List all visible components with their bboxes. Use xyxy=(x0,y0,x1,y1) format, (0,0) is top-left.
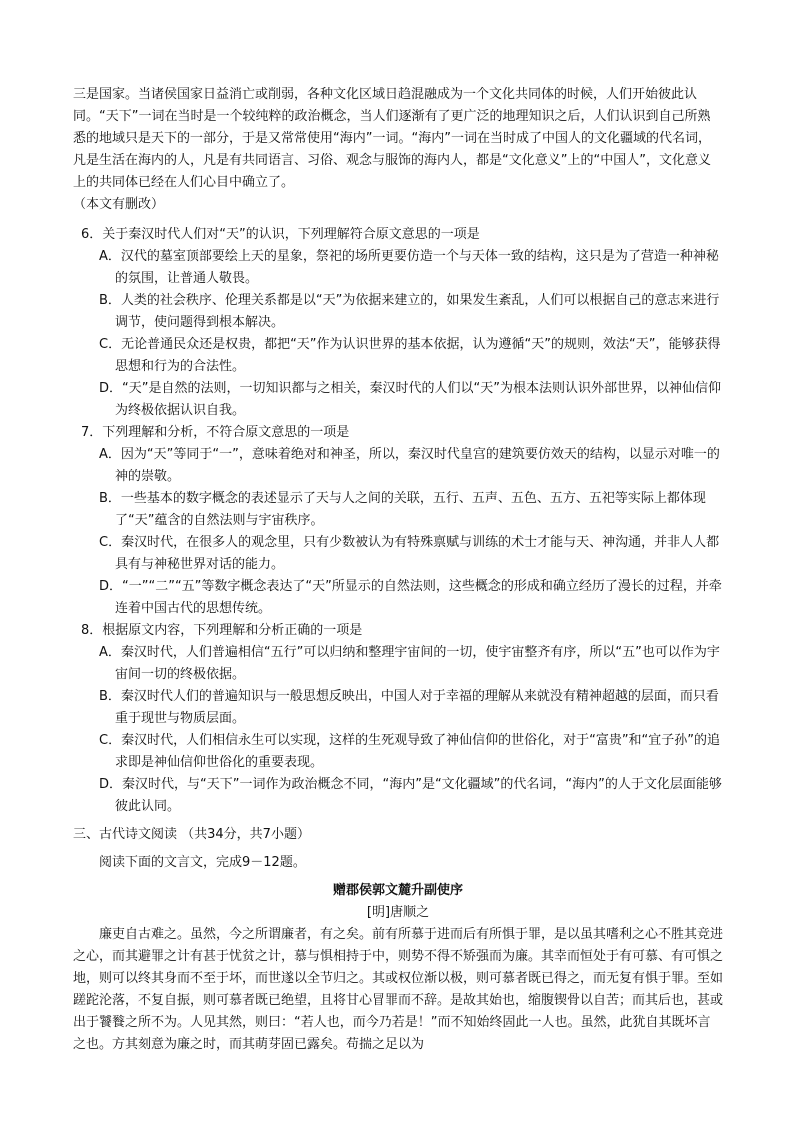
option-a: A．因为“天”等同于“一”，意味着绝对和神圣，所以，秦汉时代皇宫的建筑要仿效天的结构，以显示对唯一的神的崇敬。 xyxy=(99,447,720,484)
passage-note: （本文有删改） xyxy=(73,197,165,212)
option-a: A．秦汉时代，人们普遍相信“五行”可以归纳和整理宇宙间的一切，使宇宙整齐有序，所以“五”也可以作为宇宙间一切的终极依据。 xyxy=(99,645,720,682)
question-stem: 7．下列理解和分析，不符合原文意思的一项是 xyxy=(81,425,350,440)
question-stem: 8．根据原文内容，下列理解和分析正确的一项是 xyxy=(81,623,363,638)
option-d: D．“天”是自然的法则，一切知识都与之相关，秦汉时代的人们以“天”为根本法则认识外部世界，以神仙信仰为终极依据认识自我。 xyxy=(99,381,721,418)
question-7 xyxy=(73,422,723,620)
question-6 xyxy=(73,224,723,422)
classical-body: 廉吏自古难之。虽然，今之所谓廉者，有之矣。前有所慕于进而后有所惧于罪，是以虽其嗜利之心不胜其竞进之心，而其避罪之计有甚于忧贫之计，慕与惧相持于中，则势不得不矫强而为廉。其幸而恒处于有可慕、有可惧之地，则可以终其身而不至于坏，而世遂以全节归之。其或权位渐以极，则可慕者既已得之，而无复有惧于罪。至如蹉跎沦落，不复自振，则可慕者既已绝望，且将甘心冒罪而不辞。是故其始也，缩腹锲骨以自苦；而其后也，甚或出于饕餮之所不为。人见其然，则曰：“若人也，而今乃若是！”而不知始终固此一人也。虽然，此犹自其既坏言之也。方其刻意为廉之时，而其萌芽固已露矣。苟揣之足以为 xyxy=(73,927,724,1052)
option-c: C．秦汉时代，在很多人的观念里，只有少数被认为有特殊禀赋与训练的术士才能与天、神沟通，并非人人都具有与神秘世界对话的能力。 xyxy=(99,535,720,572)
option-d: D．秦汉时代，与“天下”一词作为政治概念不同，“海内”是“文化疆域”的代名词，“海内”的人于文化层面能够彼此认同。 xyxy=(99,777,722,814)
option-c: C．无论普通民众还是权贵，都把“天”作为认识世界的基本依据，认为遵循“天”的规则，效法“天”，能够获得思想和行为的合法性。 xyxy=(99,337,721,374)
option-a: A．汉代的墓室顶部要绘上天的星象，祭祀的场所更要仿造一个与天体一致的结构，这只是为了营造一种神秘的氛围，让普通人敬畏。 xyxy=(99,249,719,286)
classical-title: 赠郡侯郭文麓升副使序 xyxy=(332,883,463,898)
option-c: C．秦汉时代，人们相信永生可以实现，这样的生死观导致了神仙信仰的世俗化，对于“富贵”和“宜子孙”的追求即是神仙信仰世俗化的重要表现。 xyxy=(99,733,721,770)
option-b: B．一些基本的数字概念的表述显示了天与人之间的关联，五行、五声、五色、五方、五祀等实际上都体现了“天”蕴含的自然法则与宇宙秩序。 xyxy=(99,491,706,528)
classical-author: [明]唐顺之 xyxy=(366,905,430,920)
option-d: D．“一”“二”“五”等数字概念表达了“天”所显示的自然法则，这些概念的形成和确立经历了漫长的过程，并牵连着中国古代的思想传统。 xyxy=(99,579,722,616)
question-stem: 6．关于秦汉时代人们对“天”的认识，下列理解符合原文意思的一项是 xyxy=(81,227,480,242)
document-page xyxy=(73,84,723,1056)
passage-text: 三是国家。当诸侯国家日益消亡或削弱，各种文化区域日趋混融成为一个文化共同体的时候，人们开始彼此认同。“天下”一词在当时是一个较纯粹的政治概念，当人们逐渐有了更广泛的地理知识之后，人们认识到自己所熟悉的地域只是天下的一部分，于是又常常使用“海内”一词。“海内”一词在当时成了中国人的文化疆域的代名词，凡是生活在海内的人，凡是有共同语言、习俗、观念与服饰的海内人，都是“文化意义”上的“中国人”，文化意义上的共同体已经在人们心目中确立了。 xyxy=(73,87,711,190)
section-instruction: 阅读下面的文言文，完成9－12题。 xyxy=(99,855,306,870)
option-b: B．秦汉时代人们的普遍知识与一般思想反映出，中国人对于幸福的理解从来就没有精神超越的层面，而只看重于现世与物质层面。 xyxy=(99,689,719,726)
question-8 xyxy=(73,620,723,818)
option-b: B．人类的社会秩序、伦理关系都是以“天”为依据来建立的，如果发生紊乱，人们可以根据自己的意志来进行调节，使问题得到根本解决。 xyxy=(99,293,720,330)
section-heading: 三、古代诗文阅读 （共34分，共7小题） xyxy=(73,827,310,842)
